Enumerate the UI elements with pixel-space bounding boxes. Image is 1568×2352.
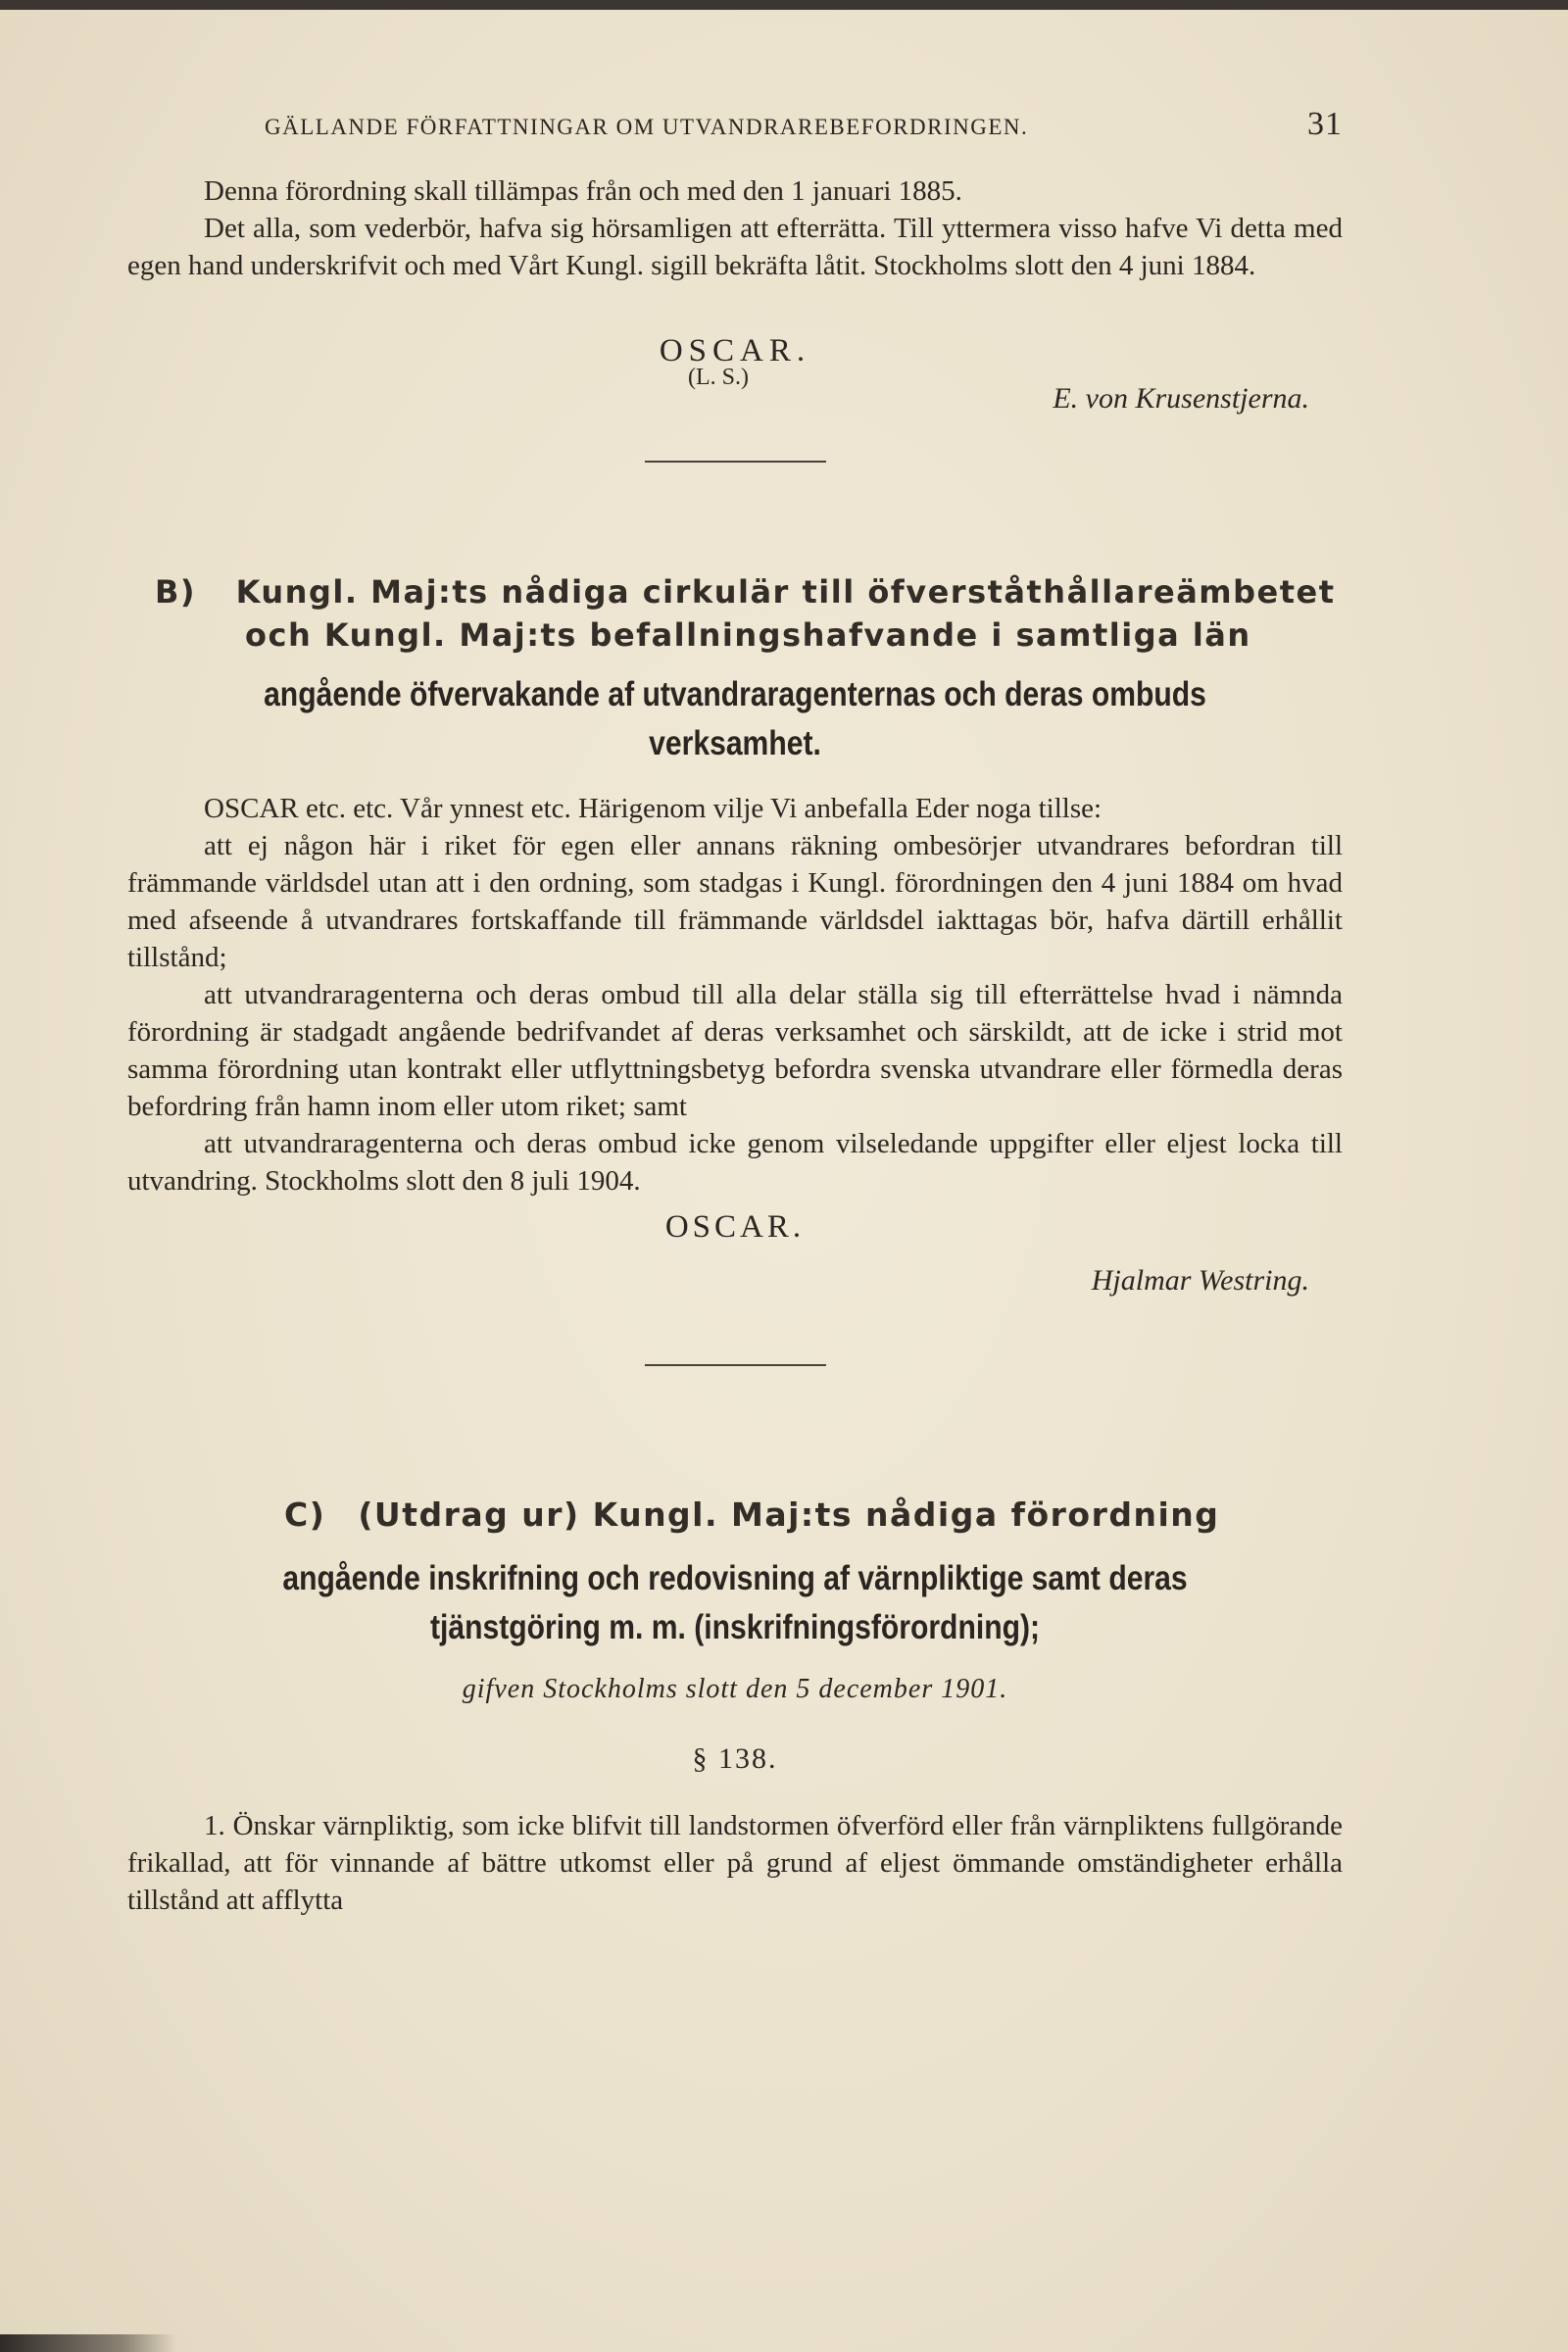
running-title: GÄLLANDE FÖRFATTNINGAR OM UTVANDRAREBEFORDRINGEN. — [265, 115, 1029, 139]
section-c-subject: angående inskrifning och redovisning af värnpliktige samt deras tjänstgöring m. m. (inskrifningsförordning); — [282, 1559, 1188, 1646]
countersignature: E. von Krusenstjerna. — [1053, 382, 1309, 415]
section-b-para-2: att utvandraragenterna och deras ombud till alla delar ställa sig till efterrättelse hvad i nämnda förordning är stadgadt angående bedrifvandet af deras verksamhet och särskildt, att de icke i strid mot samma förordning utan kontrakt eller utflyttningsbetyg befordra svenska utvandrare eller förmedla deras befordring från hamn inom eller utom riket; samt — [127, 979, 1343, 1122]
section-b-label: B) — [155, 573, 197, 611]
section-divider-2 — [645, 1364, 826, 1366]
section-c-heading-text: (Utdrag ur) Kungl. Maj:ts nådiga förordning — [358, 1495, 1220, 1534]
section-b-para-3: att utvandraragenterna och deras ombud icke genom vilseledande uppgifter eller eljest locka till utvandring. Stockholms slott den 8 juli 1904. — [127, 1128, 1343, 1197]
section-b-para-1: att ej någon här i riket för egen eller annans räkning ombesörjer utvandrares befordran till främmande världsdel utan att i den ordning, som stadgas i Kungl. förordningen den 4 juni 1884 om hvad med afseende å utvandrares fortskaffande till främmande världsdel iakttagas bör, hafva därtill erhållit tillstånd; — [127, 830, 1343, 973]
section-b-heading-line2: och Kungl. Maj:ts befallningshafvande i samtliga län — [245, 616, 1251, 654]
section-divider — [645, 461, 826, 463]
scan-edge — [0, 0, 1568, 10]
section-b-heading-line1: Kungl. Maj:ts nådiga cirkulär till öfverståthållareämbetet — [235, 573, 1336, 611]
signature-oscar: OSCAR. — [659, 333, 811, 368]
seal-mark: (L. S.) — [688, 365, 749, 390]
section-a — [127, 172, 1343, 463]
page-number: 31 — [1307, 106, 1343, 142]
section-b-intro: OSCAR etc. etc. Vår ynnest etc. Härigenom vilje Vi anbefalla Eder noga tillse: — [204, 793, 1102, 824]
signature-oscar-2: OSCAR. — [664, 1209, 806, 1245]
section-c-given: gifven Stockholms slott den 5 december 1901. — [462, 1674, 1008, 1704]
section-a-para-2: Det alla, som vederbör, hafva sig hörsamligen att efterrätta. Till yttermera visso hafve Vi detta med egen hand underskrifvit och med Vårt Kungl. sigill bekräfta låtit. Stockholms slott den 4 juni 1884. — [127, 213, 1343, 281]
scan-corner-shadow — [0, 2334, 176, 2352]
running-header — [127, 106, 1343, 143]
section-b-subject: angående öfvervakande af utvandraragenternas och deras ombuds verksamhet. — [264, 675, 1206, 762]
section-b-heading — [127, 570, 1343, 657]
section-c-para-1: 1. Önskar värnpliktig, som icke blifvit till landstormen öfverförd eller från värnpliktens fullgörande frikallad, att för vinnande af bättre utkomst eller på grund af eljest ömmande omständigheter erhålla tillstånd att afflytta — [127, 1810, 1343, 1916]
countersignature-2: Hjalmar Westring. — [1091, 1264, 1309, 1297]
section-b — [127, 570, 1343, 1366]
paragraph-mark: § 138. — [692, 1742, 778, 1775]
text-column — [127, 106, 1343, 1919]
section-c-label: C) — [284, 1495, 326, 1534]
section-a-para-1: Denna förordning skall tillämpas från och med den 1 januari 1885. — [204, 175, 962, 207]
section-c — [127, 1494, 1343, 1919]
section-c-heading — [127, 1494, 1343, 1537]
